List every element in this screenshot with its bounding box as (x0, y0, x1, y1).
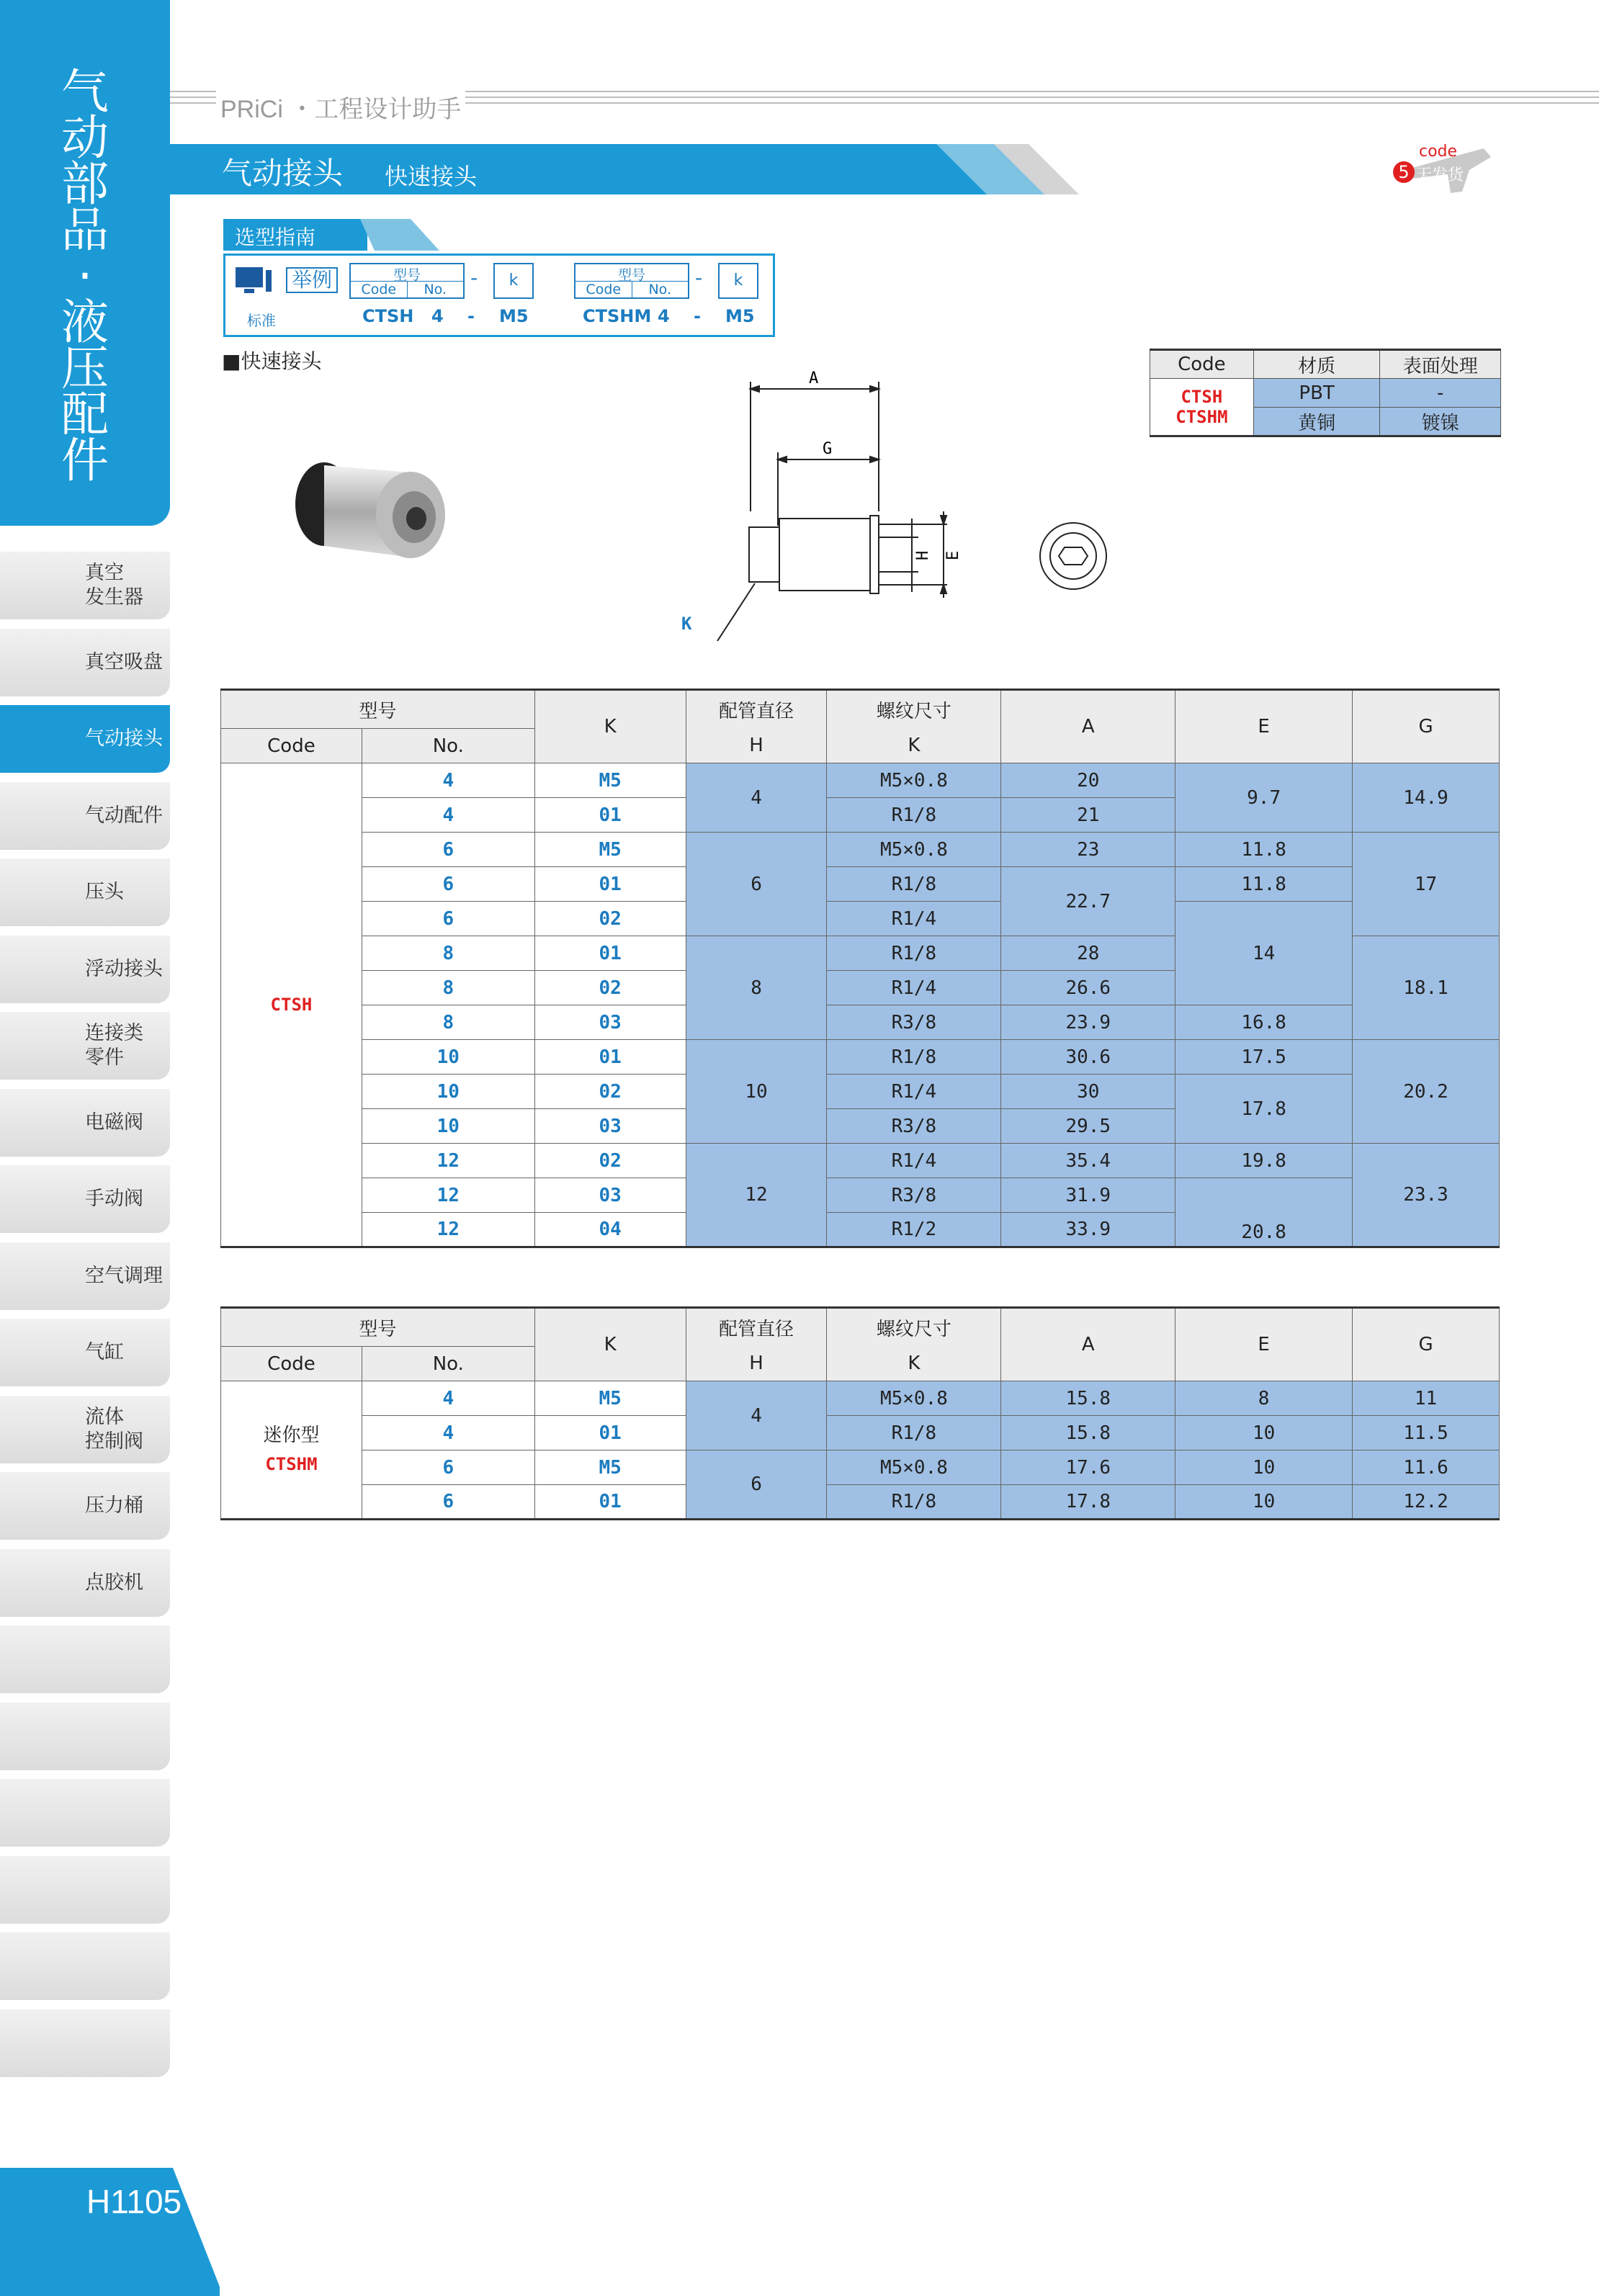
code-mini-label: 迷你型 (263, 1425, 320, 1446)
sidebar-item[interactable] (0, 782, 170, 850)
thread-value: R1/8 (827, 867, 1001, 902)
row-k: M5 (534, 763, 686, 798)
sidebar-item-label: 真空 发生器 (85, 562, 143, 609)
hdr-h-top: 配管直径 (686, 1308, 827, 1347)
badge-number: 5 (1393, 161, 1415, 183)
row-no: 6 (362, 902, 534, 936)
mat-header-material: 材质 (1253, 350, 1380, 379)
row-no: 10 (362, 1109, 534, 1144)
sidebar-item-label: 连接类 零件 (85, 1022, 143, 1069)
hdr-a: A (1001, 1308, 1175, 1381)
h-value: 12 (686, 1144, 827, 1247)
thread-value: R1/8 (827, 798, 1001, 833)
g-value: 11.5 (1353, 1416, 1500, 1450)
dim-A: A (809, 369, 819, 387)
hdr-no: No. (362, 729, 534, 763)
row-k: 03 (534, 1178, 686, 1213)
g-value: 17 (1353, 833, 1500, 936)
row-k: 01 (534, 936, 686, 971)
e-value: 19.8 (1175, 1144, 1353, 1178)
row-no: 12 (362, 1213, 534, 1247)
example2-code: CTSHM (583, 306, 652, 326)
row-no: 8 (362, 971, 534, 1005)
h-value: 6 (686, 833, 827, 936)
g-value: 23.3 (1353, 1144, 1500, 1247)
hdr-h: H (686, 729, 827, 763)
a-value: 17.6 (1001, 1450, 1175, 1485)
g-value: 18.1 (1353, 936, 1500, 1040)
h-value: 8 (686, 936, 827, 1040)
row-no: 10 (362, 1040, 534, 1075)
product-heading: ■快速接头 (222, 349, 322, 373)
row-k: 01 (534, 798, 686, 833)
hdr-e: E (1175, 1308, 1353, 1381)
row-k: 02 (534, 971, 686, 1005)
spec-table-ctshm (220, 1306, 1500, 1520)
hdr-model: 型号 (221, 690, 535, 729)
material-table (1150, 349, 1501, 437)
selection-example-box (223, 254, 775, 337)
sidebar-item[interactable] (0, 1472, 170, 1540)
mat-ctshm-material: 黄铜 (1253, 408, 1380, 436)
sidebar-item[interactable] (0, 936, 170, 1003)
mat-header-surface: 表面处理 (1380, 350, 1501, 379)
sidebar-item[interactable] (0, 1932, 170, 2000)
page-subtitle: 快速接头 (385, 163, 478, 190)
sidebar-item[interactable] (0, 1703, 170, 1770)
standard-label: 标准 (247, 312, 276, 329)
example2-k-box: k (718, 263, 758, 299)
hdr-thread: K (827, 729, 1001, 763)
row-no: 10 (362, 1075, 534, 1109)
mat-code-ctshm: CTSHM (1175, 407, 1228, 427)
e-value: 11.8 (1175, 833, 1353, 867)
hdr-code: Code (221, 729, 362, 763)
row-no: 8 (362, 936, 534, 971)
thread-value: R1/8 (827, 1040, 1001, 1075)
row-k: 03 (534, 1005, 686, 1040)
code-ctshm: CTSHM (265, 1454, 318, 1474)
row-no: 4 (362, 1381, 534, 1416)
row-no: 12 (362, 1144, 534, 1178)
sidebar-item[interactable] (0, 629, 170, 696)
dim-G: G (823, 440, 833, 458)
h-value: 4 (686, 1381, 827, 1450)
spec-table-ctsh (220, 689, 1500, 1248)
example2-no: 4 (658, 306, 670, 326)
e-value: 10 (1175, 1416, 1353, 1450)
thread-value: R3/8 (827, 1109, 1001, 1144)
sidebar-item[interactable] (0, 1396, 170, 1463)
row-no: 6 (362, 833, 534, 867)
hdr-k: K (534, 1308, 686, 1381)
row-k: M5 (534, 1450, 686, 1485)
thread-value: M5×0.8 (827, 1450, 1001, 1485)
row-no: 4 (362, 1416, 534, 1450)
a-value: 17.8 (1001, 1485, 1175, 1520)
a-value: 26.6 (1001, 971, 1175, 1005)
a-value: 21 (1001, 798, 1175, 833)
row-k: 02 (534, 1075, 686, 1109)
thread-value: R3/8 (827, 1005, 1001, 1040)
hdr-thread: K (827, 1347, 1001, 1381)
sidebar-item-label: 真空吸盘 (85, 650, 163, 673)
thread-value: R1/8 (827, 1416, 1001, 1450)
brand-text: PRiCi ・工程设计助手 (216, 89, 465, 125)
g-value: 14.9 (1353, 763, 1500, 833)
hdr-a: A (1001, 690, 1175, 763)
dim-K: K (681, 614, 692, 634)
hdr-thread-top: 螺纹尺寸 (827, 1308, 1001, 1347)
hdr-code: Code (221, 1347, 362, 1381)
e-value: 10 (1175, 1450, 1353, 1485)
sidebar-item[interactable] (0, 1165, 170, 1233)
hdr-h: H (686, 1347, 827, 1381)
sidebar-item-label: 压头 (85, 881, 124, 903)
sidebar-item[interactable] (0, 1856, 170, 1924)
g-value: 12.2 (1353, 1485, 1500, 1520)
thread-value: M5×0.8 (827, 833, 1001, 867)
row-k: 02 (534, 902, 686, 936)
a-value: 35.4 (1001, 1144, 1175, 1178)
category-title: 气 动 部 品 · 液 压 配 件 (61, 64, 109, 488)
sidebar-item[interactable] (0, 552, 170, 619)
h-value: 10 (686, 1040, 827, 1144)
sidebar-item[interactable] (0, 1242, 170, 1310)
h-value: 4 (686, 763, 827, 833)
example2-dash: - (694, 306, 701, 326)
row-k: 01 (534, 1040, 686, 1075)
example1-k-box: k (493, 263, 534, 299)
row-no: 6 (362, 867, 534, 902)
row-no: 8 (362, 1005, 534, 1040)
thread-value: R1/2 (827, 1213, 1001, 1247)
thread-value: R1/8 (827, 936, 1001, 971)
computer-icon (234, 266, 273, 297)
row-no: 6 (362, 1485, 534, 1520)
badge-code: code (1419, 143, 1458, 161)
sidebar-item-label: 电磁阀 (85, 1111, 143, 1134)
sidebar-item[interactable] (0, 858, 170, 926)
a-value: 15.8 (1001, 1381, 1175, 1416)
e-value: 14 (1175, 902, 1353, 1005)
row-k: M5 (534, 1381, 686, 1416)
sidebar-item-label: 空气调理 (85, 1264, 163, 1287)
a-value: 30.6 (1001, 1040, 1175, 1075)
e-value: 20.8 (1175, 1178, 1353, 1247)
row-k: 04 (534, 1213, 686, 1247)
e-value: 10 (1175, 1485, 1353, 1520)
sidebar-item-label: 气缸 (85, 1341, 124, 1363)
sidebar-item-label: 压力桶 (85, 1494, 143, 1517)
e-value: 9.7 (1175, 763, 1353, 833)
sidebar-item-label: 手动阀 (85, 1188, 143, 1210)
a-value: 23.9 (1001, 1005, 1175, 1040)
hdr-e: E (1175, 690, 1353, 763)
e-value: 16.8 (1175, 1005, 1353, 1040)
badge-text: 天发货 (1416, 166, 1464, 184)
mat-ctsh-surface: - (1380, 379, 1501, 408)
thread-value: R3/8 (827, 1178, 1001, 1213)
thread-value: R1/8 (827, 1485, 1001, 1520)
row-no: 4 (362, 763, 534, 798)
selection-guide-tab: 选型指南 (223, 219, 367, 251)
sidebar-item[interactable] (0, 1625, 170, 1693)
hdr-h-top: 配管直径 (686, 690, 827, 729)
a-value: 23 (1001, 833, 1175, 867)
thread-value: M5×0.8 (827, 763, 1001, 798)
page-title: 气动接头 (222, 156, 344, 191)
example1-code: CTSH (362, 306, 414, 326)
sidebar-item[interactable] (0, 2009, 170, 2077)
row-no: 4 (362, 798, 534, 833)
row-k: 01 (534, 867, 686, 902)
g-value: 20.2 (1353, 1040, 1500, 1144)
example2-k: M5 (725, 306, 755, 326)
dim-H: H (914, 550, 932, 560)
thread-value: M5×0.8 (827, 1381, 1001, 1416)
thread-value: R1/4 (827, 1144, 1001, 1178)
thread-value: R1/4 (827, 971, 1001, 1005)
example1-dash: - (467, 306, 475, 326)
row-k: 03 (534, 1109, 686, 1144)
e-value: 17.8 (1175, 1075, 1353, 1144)
page-number: H1105 (86, 2183, 182, 2220)
e-value: 8 (1175, 1381, 1353, 1416)
dim-E: E (944, 550, 962, 560)
sidebar-item[interactable] (0, 1549, 170, 1617)
mat-ctshm-surface: 镀镍 (1380, 408, 1501, 436)
row-k: 01 (534, 1485, 686, 1520)
thread-value: R1/4 (827, 902, 1001, 936)
product-photo (288, 447, 454, 591)
mat-code-ctsh: CTSH (1181, 387, 1223, 407)
sidebar-item-label: 浮动接头 (85, 957, 163, 980)
sidebar-item-label: 气动接头 (85, 727, 163, 750)
delivery-badge (1390, 141, 1498, 197)
sidebar-item[interactable] (0, 705, 170, 773)
example2-model-box: 型号 Code No. (574, 263, 689, 299)
row-no: 12 (362, 1178, 534, 1213)
a-value: 30 (1001, 1075, 1175, 1109)
row-k: 02 (534, 1144, 686, 1178)
sidebar-item[interactable] (0, 1319, 170, 1386)
sidebar-item-label: 气动配件 (85, 804, 163, 827)
thread-value: R1/4 (827, 1075, 1001, 1109)
a-value: 28 (1001, 936, 1175, 971)
example-label: 举例 (286, 267, 338, 293)
hdr-k: K (534, 690, 686, 763)
e-value: 11.8 (1175, 867, 1353, 902)
hdr-g: G (1353, 690, 1500, 763)
selection-tab-accent (360, 219, 439, 251)
a-value: 20 (1001, 763, 1175, 798)
a-value: 31.9 (1001, 1178, 1175, 1213)
example1-no: 4 (431, 306, 444, 326)
e-value: 17.5 (1175, 1040, 1353, 1075)
mat-header-code: Code (1150, 350, 1254, 379)
sidebar-item-label: 流体 控制阀 (85, 1405, 143, 1453)
hdr-g: G (1353, 1308, 1500, 1381)
a-value: 29.5 (1001, 1109, 1175, 1144)
code-ctsh: CTSH (221, 763, 362, 1247)
sidebar-item[interactable] (0, 1089, 170, 1157)
sidebar-item[interactable] (0, 1012, 170, 1080)
a-value: 22.7 (1001, 867, 1175, 936)
h-value: 6 (686, 1450, 827, 1520)
g-value: 11.6 (1353, 1450, 1500, 1485)
row-no: 6 (362, 1450, 534, 1485)
row-k: 01 (534, 1416, 686, 1450)
sidebar-item-label: 点胶机 (85, 1571, 143, 1594)
dash: - (470, 266, 478, 290)
example1-k: M5 (499, 306, 529, 326)
mat-ctsh-material: PBT (1253, 379, 1380, 408)
row-k: M5 (534, 833, 686, 867)
dimension-drawing (670, 367, 1145, 648)
a-value: 33.9 (1001, 1213, 1175, 1247)
hdr-model: 型号 (221, 1308, 535, 1347)
g-value: 11 (1353, 1381, 1500, 1416)
example1-model-box: 型号 Code No. (349, 263, 465, 299)
hdr-thread-top: 螺纹尺寸 (827, 690, 1001, 729)
dash: - (695, 266, 703, 290)
hdr-no: No. (362, 1347, 534, 1381)
sidebar-item[interactable] (0, 1779, 170, 1847)
a-value: 15.8 (1001, 1416, 1175, 1450)
